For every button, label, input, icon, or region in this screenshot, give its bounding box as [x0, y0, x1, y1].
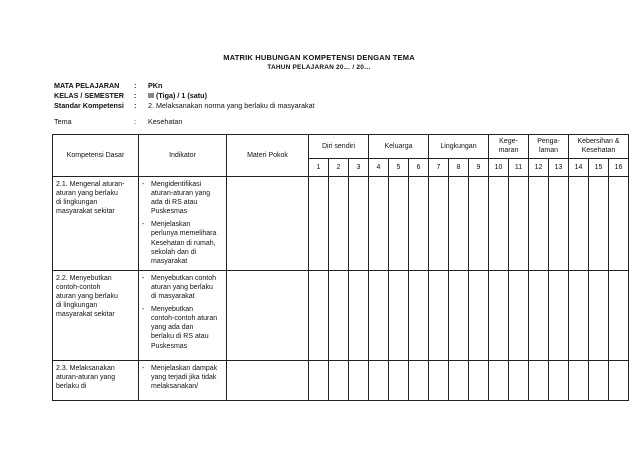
indikator-text-line: aturan yang berlaku [151, 283, 213, 291]
column-number: 1 [309, 159, 329, 177]
matrix-cell [329, 270, 349, 360]
group-header: Diri sendiri [309, 135, 369, 159]
kd-text-line: masyarakat sekitar [56, 311, 115, 319]
matrix-cell [609, 270, 629, 360]
matrix-cell [589, 177, 609, 271]
table-row [53, 360, 629, 400]
indikator-item [142, 364, 224, 391]
meta-value: Kesehatan [148, 117, 183, 126]
meta-colon: : [134, 91, 137, 100]
kd-text-line: aturan-aturan yang [56, 373, 116, 381]
matrix-cell [569, 177, 589, 271]
matrix-cell [569, 360, 589, 400]
matrix-cell [449, 360, 469, 400]
bullet-marker: - [142, 306, 145, 314]
indikator-cell [139, 360, 227, 400]
indikator-text-line: Puskesmas [151, 342, 188, 350]
matrix-cell [469, 177, 489, 271]
matrix-cell [369, 270, 389, 360]
materi-pokok-cell [227, 360, 309, 400]
indikator-text-line: Kesehatan di rumah, [151, 239, 216, 247]
bullet-marker: - [142, 181, 145, 188]
indikator-text-line: Menyebutkan [151, 306, 194, 314]
column-number: 7 [429, 159, 449, 177]
indikator-item [142, 305, 224, 350]
meta-label: Tema [54, 117, 72, 126]
matrix-cell [589, 360, 609, 400]
kompetensi-dasar-cell [53, 360, 139, 400]
competency-matrix-table [52, 134, 629, 401]
indikator-text-line: melaksanakan/ [151, 383, 199, 391]
header-materi-pokok: Materi Pokok [227, 135, 309, 177]
matrix-cell [409, 177, 429, 271]
column-number: 6 [409, 159, 429, 177]
meta-colon: : [134, 101, 137, 110]
bullet-marker: - [142, 274, 145, 282]
matrix-cell [429, 177, 449, 271]
indikator-text-line: aturan-aturan yang [151, 190, 211, 198]
matrix-cell [309, 360, 329, 400]
column-number: 9 [469, 159, 489, 177]
kd-text-line: berlaku di [56, 383, 87, 391]
indikator-text-line: contoh-contoh aturan [151, 315, 218, 323]
indikator-item [142, 180, 224, 216]
column-number: 12 [529, 159, 549, 177]
materi-pokok-cell [227, 270, 309, 360]
meta-label: KELAS / SEMESTER [54, 91, 124, 100]
bullet-marker: - [142, 364, 145, 372]
column-number: 16 [609, 159, 629, 177]
matrix-cell [509, 360, 529, 400]
indikator-cell [139, 270, 227, 360]
matrix-cell [329, 360, 349, 400]
matrix-cell [469, 360, 489, 400]
column-number: 10 [489, 159, 509, 177]
matrix-cell [409, 270, 429, 360]
matrix-cell [309, 270, 329, 360]
column-number: 14 [569, 159, 589, 177]
indikator-text-line: masyarakat [151, 257, 188, 265]
indikator-text-line: Menyebutkan contoh [151, 274, 216, 282]
matrix-cell [529, 270, 549, 360]
matrix-cell [609, 360, 629, 400]
header-indikator: Indikator [139, 135, 227, 177]
table-row [53, 270, 629, 360]
meta-label: MATA PELAJARAN [54, 81, 120, 90]
meta-value: 2. Melaksanakan norma yang berlaku di masyarakat [148, 101, 315, 110]
group-header: Lingkungan [429, 135, 489, 159]
matrix-cell [469, 270, 489, 360]
indikator-text-line: Puskesmas [151, 208, 188, 216]
matrix-cell [369, 177, 389, 271]
matrix-cell [589, 270, 609, 360]
matrix-cell [489, 360, 509, 400]
indikator-text-line: Mengidentifikasi [151, 181, 202, 188]
kd-text-line: 2.3. Melaksanakan [56, 364, 115, 372]
matrix-cell [569, 270, 589, 360]
column-number: 3 [349, 159, 369, 177]
matrix-cell [509, 270, 529, 360]
kd-text-line: masyarakat sekitar [56, 208, 115, 216]
indikator-item [142, 220, 224, 265]
meta-label: Standar Kompetensi [54, 101, 124, 110]
matrix-cell [349, 270, 369, 360]
matrix-cell [449, 177, 469, 271]
column-number: 8 [449, 159, 469, 177]
document-subtitle: TAHUN PELAJARAN 20… / 20… [267, 64, 371, 71]
indikator-text-line: Menjelaskan dampak [151, 364, 218, 372]
matrix-cell [549, 360, 569, 400]
group-header: Kebersihan & Kesehatan [569, 135, 629, 159]
indikator-text-line: berlaku di RS atau [151, 333, 209, 341]
matrix-cell [609, 177, 629, 271]
matrix-cell [349, 360, 369, 400]
matrix-cell [389, 177, 409, 271]
kd-text-line: di lingkungan [56, 302, 98, 310]
matrix-cell [409, 360, 429, 400]
matrix-cell [349, 177, 369, 271]
indikator-text-line: ada di RS atau [151, 199, 198, 207]
matrix-cell [429, 270, 449, 360]
indikator-text-line: Menjelaskan [151, 221, 191, 229]
matrix-cell [489, 177, 509, 271]
matrix-cell [509, 177, 529, 271]
kd-text-line: aturan yang berlaku [56, 293, 118, 301]
kompetensi-dasar-cell [53, 270, 139, 360]
matrix-cell [389, 360, 409, 400]
matrix-cell [429, 360, 449, 400]
group-header: Penga- laman [529, 135, 569, 159]
matrix-cell [549, 270, 569, 360]
document-title: MATRIK HUBUNGAN KOMPETENSI DENGAN TEMA [223, 53, 415, 62]
header-kompetensi-dasar: Kompetensi Dasar [53, 135, 139, 177]
column-number: 15 [589, 159, 609, 177]
matrix-cell [489, 270, 509, 360]
matrix-cell [369, 360, 389, 400]
table-row [53, 177, 629, 271]
kd-text-line: contoh-contoh [56, 283, 101, 291]
column-number: 5 [389, 159, 409, 177]
indikator-text-line: di masyarakat [151, 293, 195, 301]
matrix-cell [549, 177, 569, 271]
meta-value: III (Tiga) / 1 (satu) [148, 91, 207, 100]
kd-text-line: di lingkungan [56, 199, 98, 207]
column-number: 13 [549, 159, 569, 177]
materi-pokok-cell [227, 177, 309, 271]
matrix-cell [529, 360, 549, 400]
indikator-text-line: yang terjadi jika tidak [151, 373, 217, 381]
kd-text-line: 2.2. Menyebutkan [56, 274, 112, 282]
column-number: 11 [509, 159, 529, 177]
matrix-cell [529, 177, 549, 271]
bullet-marker: - [142, 221, 145, 229]
indikator-text-line: sekolah dan di [151, 248, 197, 256]
column-number: 4 [369, 159, 389, 177]
indikator-text-line: perlunya memelihara [151, 230, 217, 238]
meta-value: PKn [148, 81, 163, 90]
column-number: 2 [329, 159, 349, 177]
kd-text-line: 2.1. Mengenal aturan- [56, 181, 125, 188]
meta-colon: : [134, 117, 136, 126]
indikator-text-line: yang ada dan [151, 324, 194, 332]
matrix-cell [389, 270, 409, 360]
group-header: Kege- maran [489, 135, 529, 159]
indikator-item [142, 274, 224, 301]
indikator-cell [139, 177, 227, 271]
kompetensi-dasar-cell [53, 177, 139, 271]
meta-colon: : [134, 81, 137, 90]
matrix-cell [329, 177, 349, 271]
matrix-cell [449, 270, 469, 360]
kd-text-line: aturan yang berlaku [56, 190, 118, 198]
matrix-cell [309, 177, 329, 271]
group-header: Keluarga [369, 135, 429, 159]
